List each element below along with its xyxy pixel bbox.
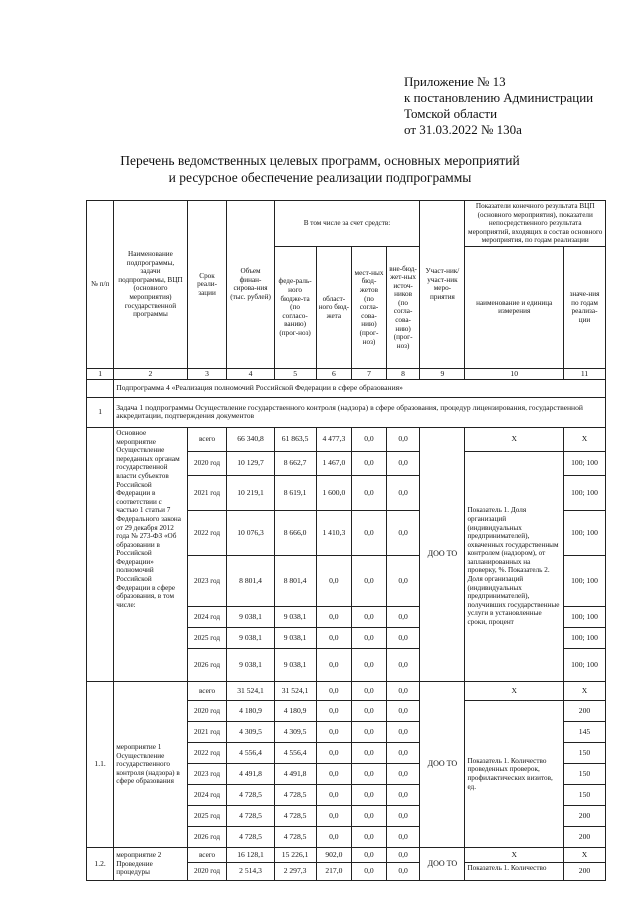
header-local: мест-ных бюд-жетов (по согла-сова-нию) (прог-ноз) <box>352 246 387 368</box>
col-number: 11 <box>563 368 605 379</box>
local-cell: 0,0 <box>352 847 387 862</box>
term-cell: 2021 год <box>187 475 227 510</box>
indicator-value: 150 <box>563 784 605 805</box>
col-number: 7 <box>352 368 387 379</box>
col-number: 9 <box>420 368 465 379</box>
appendix-line: к постановлению Администрации <box>404 90 594 105</box>
federal-cell: 4 728,5 <box>274 784 316 805</box>
extra-cell: 0,0 <box>386 784 420 805</box>
volume-cell: 9 038,1 <box>227 648 274 681</box>
federal-cell: 4 556,4 <box>274 742 316 763</box>
extra-cell: 0,0 <box>386 700 420 721</box>
volume-cell: 2 514,3 <box>227 862 274 880</box>
regional-cell: 0,0 <box>316 742 352 763</box>
regional-cell: 0,0 <box>316 721 352 742</box>
extra-cell: 0,0 <box>386 847 420 862</box>
indicator-value: 100; 100 <box>563 475 605 510</box>
federal-cell: 4 728,5 <box>274 805 316 826</box>
header-num: № п/п <box>87 201 114 369</box>
volume-cell: 10 129,7 <box>227 451 274 475</box>
appendix-line: от 31.03.2022 № 130а <box>404 122 522 137</box>
col-number: 10 <box>465 368 564 379</box>
term-cell: 2020 год <box>187 862 227 880</box>
local-cell: 0,0 <box>352 606 387 627</box>
participant-cell: ДОО ТО <box>420 681 465 847</box>
indicator-value: Х <box>563 681 605 700</box>
col-number: 1 <box>87 368 114 379</box>
indicator-value: 200 <box>563 805 605 826</box>
extra-cell: 0,0 <box>386 627 420 648</box>
term-cell: 2023 год <box>187 763 227 784</box>
volume-cell: 8 801,4 <box>227 555 274 606</box>
volume-cell: 9 038,1 <box>227 606 274 627</box>
header-regional: област-ного бюд-жета <box>316 246 352 368</box>
regional-cell: 0,0 <box>316 805 352 826</box>
col-number: 3 <box>187 368 227 379</box>
indicator-value: 100; 100 <box>563 451 605 475</box>
extra-cell: 0,0 <box>386 862 420 880</box>
term-cell: всего <box>187 427 227 451</box>
local-cell: 0,0 <box>352 475 387 510</box>
col-number: 6 <box>316 368 352 379</box>
term-cell: 2021 год <box>187 721 227 742</box>
indicator-value: 150 <box>563 763 605 784</box>
extra-cell: 0,0 <box>386 805 420 826</box>
local-cell: 0,0 <box>352 742 387 763</box>
activity-name: Основное мероприятие Осуществление переданных органам государственной власти субъектов Российской Федерации в соответствии с частью 1 статьи 7 Федерального закона от 29 декабря 2012 года № 273-ФЗ «Об образовании в Российской Федерации» полномочий Российской Федерации в сфере образования, в том числе: <box>114 427 187 681</box>
local-cell: 0,0 <box>352 627 387 648</box>
regional-cell: 902,0 <box>316 847 352 862</box>
indicator-value: 100; 100 <box>563 648 605 681</box>
term-cell: 2022 год <box>187 510 227 555</box>
title-line: и ресурсное обеспечение реализации подпрограммы <box>168 170 472 185</box>
header-participant: Участ-ник/ участ-ник меро-приятия <box>420 201 465 369</box>
term-cell: 2023 год <box>187 555 227 606</box>
regional-cell: 0,0 <box>316 681 352 700</box>
indicator-name: Показатель 1. Количество проведенных проверок, профилактических визитов, ед. <box>465 700 564 847</box>
data-row <box>87 681 606 700</box>
local-cell: 0,0 <box>352 826 387 847</box>
indicator-mark: Х <box>465 681 564 700</box>
extra-cell: 0,0 <box>386 510 420 555</box>
federal-cell: 15 226,1 <box>274 847 316 862</box>
participant-cell: ДОО ТО <box>420 427 465 681</box>
regional-cell: 4 477,3 <box>316 427 352 451</box>
term-cell: 2024 год <box>187 606 227 627</box>
federal-cell: 2 297,3 <box>274 862 316 880</box>
header-extra: вне-бюд-жет-ных источ-ников (по согла-сова-нию) (прог-ноз) <box>386 246 420 368</box>
extra-cell: 0,0 <box>386 742 420 763</box>
indicator-value: Х <box>563 427 605 451</box>
federal-cell: 8 801,4 <box>274 555 316 606</box>
task-text: Задача 1 подпрограммы Осуществление государственного контроля (надзора) в сфере образования, процедур лицензирования, государственной аккредитации, подтверждения документов <box>114 397 606 427</box>
indicator-value: Х <box>563 847 605 862</box>
column-numbers-row <box>87 368 606 379</box>
volume-cell: 4 728,5 <box>227 805 274 826</box>
indicator-value: 200 <box>563 826 605 847</box>
header-federal: феде-раль-ного бюдже-та (по согласо-ванию) (прог-ноз) <box>274 246 316 368</box>
programs-table <box>86 200 606 881</box>
volume-cell: 16 128,1 <box>227 847 274 862</box>
volume-cell: 4 556,4 <box>227 742 274 763</box>
federal-cell: 8 666,0 <box>274 510 316 555</box>
appendix-line: Приложение № 13 <box>404 74 506 89</box>
volume-cell: 4 309,5 <box>227 721 274 742</box>
local-cell: 0,0 <box>352 555 387 606</box>
term-cell: 2026 год <box>187 648 227 681</box>
indicator-value: 150 <box>563 742 605 763</box>
volume-cell: 31 524,1 <box>227 681 274 700</box>
federal-cell: 4 180,9 <box>274 700 316 721</box>
regional-cell: 0,0 <box>316 763 352 784</box>
term-cell: всего <box>187 847 227 862</box>
header-volume: Объем финан-сирова-ния (тыс. рублей) <box>227 201 274 369</box>
term-cell: 2025 год <box>187 627 227 648</box>
volume-cell: 10 219,1 <box>227 475 274 510</box>
volume-cell: 4 728,5 <box>227 826 274 847</box>
extra-cell: 0,0 <box>386 826 420 847</box>
term-cell: 2024 год <box>187 784 227 805</box>
extra-cell: 0,0 <box>386 721 420 742</box>
regional-cell: 0,0 <box>316 648 352 681</box>
local-cell: 0,0 <box>352 721 387 742</box>
regional-cell: 217,0 <box>316 862 352 880</box>
regional-cell: 1 467,0 <box>316 451 352 475</box>
indicator-value: 145 <box>563 721 605 742</box>
extra-cell: 0,0 <box>386 648 420 681</box>
local-cell: 0,0 <box>352 763 387 784</box>
extra-cell: 0,0 <box>386 681 420 700</box>
indicator-value: 200 <box>563 700 605 721</box>
extra-cell: 0,0 <box>386 606 420 627</box>
header-name: Наименование подпрограммы, задачи подпрограммы, ВЦП (основного мероприятия) государственной программы <box>114 201 187 369</box>
federal-cell: 31 524,1 <box>274 681 316 700</box>
extra-cell: 0,0 <box>386 555 420 606</box>
federal-cell: 9 038,1 <box>274 627 316 648</box>
extra-cell: 0,0 <box>386 763 420 784</box>
federal-cell: 9 038,1 <box>274 606 316 627</box>
task-num: 1 <box>87 397 114 427</box>
volume-cell: 10 076,3 <box>227 510 274 555</box>
row-num: 1.2. <box>87 847 114 880</box>
regional-cell: 1 410,3 <box>316 510 352 555</box>
federal-cell: 61 863,5 <box>274 427 316 451</box>
header-ind-name: наименование и единица измерения <box>465 246 564 368</box>
local-cell: 0,0 <box>352 805 387 826</box>
volume-cell: 4 491,8 <box>227 763 274 784</box>
term-cell: 2022 год <box>187 742 227 763</box>
term-cell: всего <box>187 681 227 700</box>
regional-cell: 0,0 <box>316 606 352 627</box>
row-num <box>87 427 114 681</box>
indicator-value: 100; 100 <box>563 606 605 627</box>
subprogram-title: Подпрограмма 4 «Реализация полномочий Российской Федерации в сфере образования» <box>114 379 606 397</box>
appendix-line: Томской области <box>404 106 498 121</box>
regional-cell: 0,0 <box>316 700 352 721</box>
local-cell: 0,0 <box>352 510 387 555</box>
activity-name: мероприятие 2 Проведение процедуры <box>114 847 187 880</box>
local-cell: 0,0 <box>352 648 387 681</box>
federal-cell: 4 309,5 <box>274 721 316 742</box>
federal-cell: 8 619,1 <box>274 475 316 510</box>
federal-cell: 8 662,7 <box>274 451 316 475</box>
local-cell: 0,0 <box>352 451 387 475</box>
data-row <box>87 847 606 862</box>
indicator-value: 100; 100 <box>563 627 605 648</box>
volume-cell: 4 180,9 <box>227 700 274 721</box>
local-cell: 0,0 <box>352 700 387 721</box>
row-num: 1.1. <box>87 681 114 847</box>
regional-cell: 0,0 <box>316 826 352 847</box>
col-number: 8 <box>386 368 420 379</box>
regional-cell: 0,0 <box>316 555 352 606</box>
term-cell: 2020 год <box>187 451 227 475</box>
indicator-value: 100; 100 <box>563 510 605 555</box>
col-number: 5 <box>274 368 316 379</box>
local-cell: 0,0 <box>352 427 387 451</box>
col-number: 4 <box>227 368 274 379</box>
term-cell: 2026 год <box>187 826 227 847</box>
participant-cell: ДОО ТО <box>420 847 465 880</box>
local-cell: 0,0 <box>352 681 387 700</box>
title-line: Перечень ведомственных целевых программ, основных мероприятий <box>120 153 520 168</box>
extra-cell: 0,0 <box>386 451 420 475</box>
federal-cell: 4 491,8 <box>274 763 316 784</box>
subprogram-row <box>87 379 606 397</box>
extra-cell: 0,0 <box>386 475 420 510</box>
regional-cell: 0,0 <box>316 627 352 648</box>
volume-cell: 4 728,5 <box>227 784 274 805</box>
indicator-mark: Х <box>465 847 564 862</box>
volume-cell: 66 340,8 <box>227 427 274 451</box>
local-cell: 0,0 <box>352 784 387 805</box>
col-number: 2 <box>114 368 187 379</box>
federal-cell: 4 728,5 <box>274 826 316 847</box>
indicator-name: Показатель 1. Доля организаций (индивидуальных предпринимателей), охваченных государственным контролем (надзором), от запланированных на проверку, %. Показатель 2. Доля организаций (индивидуальных предпринимателей), получивших государственные услуги в установленные сроки, процент <box>465 451 564 681</box>
document-title <box>0 152 640 186</box>
extra-cell: 0,0 <box>386 427 420 451</box>
header-ind-value: значе-ния по годам реализа-ции <box>563 246 605 368</box>
header-incl: В том числе за счет средств: <box>274 201 420 247</box>
regional-cell: 0,0 <box>316 784 352 805</box>
task-row <box>87 397 606 427</box>
regional-cell: 1 600,0 <box>316 475 352 510</box>
indicator-mark: Х <box>465 427 564 451</box>
term-cell: 2025 год <box>187 805 227 826</box>
indicator-value: 200 <box>563 862 605 880</box>
header-indicators: Показатели конечного результата ВЦП (основного мероприятия), показатели непосредственного результата мероприятий, входящих в состав основного мероприятия, по годам реализации <box>465 201 606 247</box>
volume-cell: 9 038,1 <box>227 627 274 648</box>
local-cell: 0,0 <box>352 862 387 880</box>
indicator-name: Показатель 1. Количество <box>465 862 564 880</box>
federal-cell: 9 038,1 <box>274 648 316 681</box>
header-term: Срок реали-зации <box>187 201 227 369</box>
data-row <box>87 427 606 451</box>
activity-name: мероприятие 1 Осуществление государственного контроля (надзора) в сфере образования <box>114 681 187 847</box>
indicator-value: 100; 100 <box>563 555 605 606</box>
appendix-block <box>404 74 593 138</box>
term-cell: 2020 год <box>187 700 227 721</box>
